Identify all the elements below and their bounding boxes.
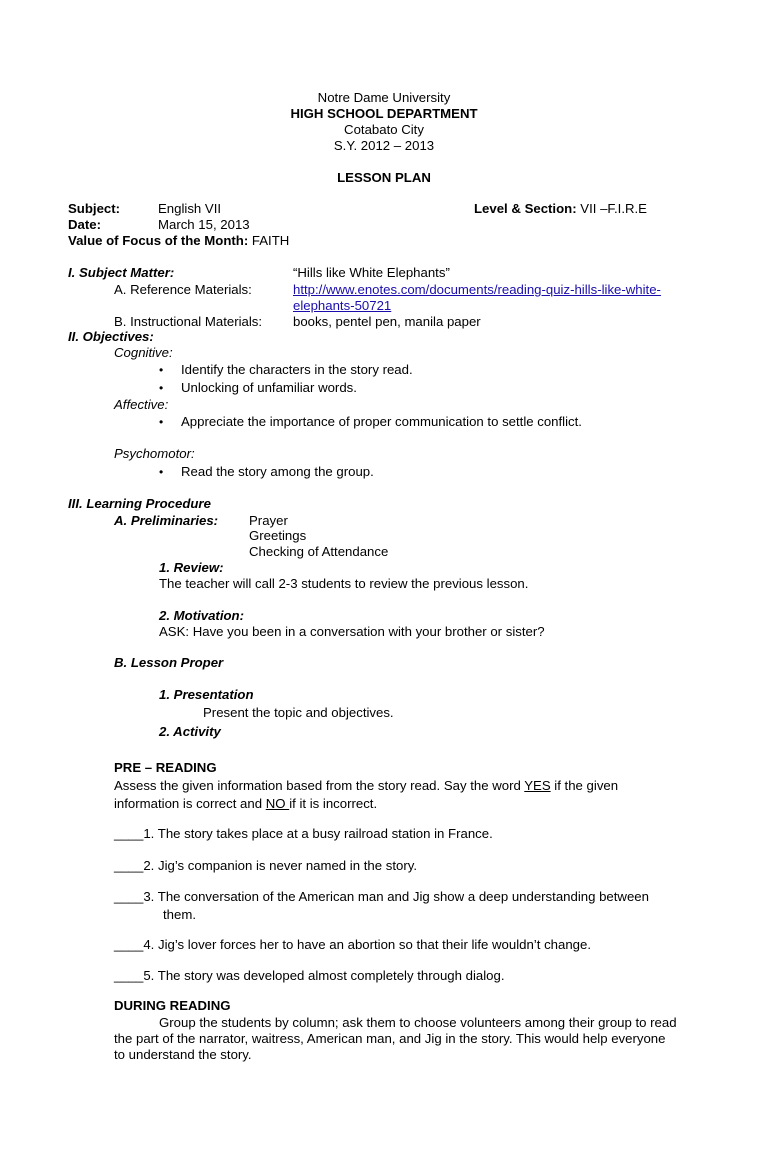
subject-matter-heading: I. Subject Matter: (68, 265, 175, 280)
motivation-text: ASK: Have you been in a conversation with your brother or sister? (159, 624, 545, 639)
pre-reading-instruction-cont (114, 796, 377, 812)
review-label: 1. Review: (159, 560, 224, 575)
psychomotor-item: Read the story among the group. (181, 464, 374, 479)
quiz-item: ____2. Jig’s companion is never named in the story. (114, 858, 417, 873)
motivation-label: 2. Motivation: (159, 608, 244, 623)
story-title: “Hills like White Elephants” (293, 265, 450, 280)
affective-label: Affective: (114, 397, 169, 412)
psychomotor-label: Psychomotor: (114, 446, 195, 461)
date-value: March 15, 2013 (158, 217, 250, 232)
doc-title: LESSON PLAN (337, 170, 431, 185)
level-label: Level & Section: (474, 201, 577, 216)
presentation-text: Present the topic and objectives. (203, 705, 394, 720)
preliminary-item: Prayer (249, 513, 288, 528)
bullet-icon: • (159, 465, 164, 479)
review-text: The teacher will call 2-3 students to review the previous lesson. (159, 576, 529, 591)
department-name: HIGH SCHOOL DEPARTMENT (290, 106, 478, 121)
quiz-item: ____3. The conversation of the American man and Jig show a deep understanding between (114, 889, 649, 904)
instruction-text: Assess the given information based from the story read. Say the word (114, 778, 525, 793)
reference-link-cont[interactable]: elephants-50721 (293, 298, 392, 313)
cognitive-item: Unlocking of unfamiliar words. (181, 380, 357, 395)
school-year: S.Y. 2012 – 2013 (333, 138, 435, 153)
quiz-item: ____4. Jig’s lover forces her to have an abortion so that their life wouldn’t change. (114, 937, 591, 952)
presentation-label: 1. Presentation (159, 687, 254, 702)
instructional-label: B. Instructional Materials: (114, 314, 263, 329)
cognitive-item: Identify the characters in the story read. (181, 362, 413, 377)
quiz-item: ____1. The story takes place at a busy railroad station in France. (114, 826, 493, 841)
preliminaries-label: A. Preliminaries: (114, 513, 219, 528)
subject-value: English VII (158, 201, 222, 216)
reference-link[interactable]: http://www.enotes.com/documents/reading-quiz-hills-like-white- (293, 282, 661, 297)
instruction-text: information is correct and (114, 796, 266, 811)
pre-reading-heading: PRE – READING (114, 760, 217, 775)
reference-label: A. Reference Materials: (114, 282, 252, 297)
university-name: Notre Dame University (317, 90, 451, 105)
quiz-item: ____5. The story was developed almost completely through dialog. (114, 968, 505, 983)
objectives-heading: II. Objectives: (68, 329, 154, 344)
date-label: Date: (68, 217, 101, 232)
during-reading-text: Group the students by column; ask them to choose volunteers among their group to read (159, 1015, 677, 1030)
bullet-icon: • (159, 415, 164, 429)
affective-item: Appreciate the importance of proper communication to settle conflict. (181, 414, 582, 429)
activity-label: 2. Activity (159, 724, 221, 739)
cognitive-label: Cognitive: (114, 345, 173, 360)
during-reading-text: the part of the narrator, waitress, American man, and Jig in the story. This would help everyone (114, 1031, 666, 1046)
bullet-icon: • (159, 381, 164, 395)
procedure-heading: III. Learning Procedure (68, 496, 211, 511)
preliminary-item: Checking of Attendance (249, 544, 389, 559)
city-name: Cotabato City (344, 122, 424, 137)
focus-of-month (68, 233, 289, 249)
instructional-value: books, pentel pen, manila paper (293, 314, 481, 329)
preliminary-item: Greetings (249, 528, 307, 543)
bullet-icon: • (159, 363, 164, 377)
level-section (474, 201, 647, 217)
instruction-text: if it is incorrect. (289, 796, 378, 811)
instruction-text: if the given (550, 778, 619, 793)
subject-label: Subject: (68, 201, 121, 216)
quiz-item-cont: them. (163, 907, 196, 922)
yes-keyword: YES (524, 778, 551, 793)
during-reading-heading: DURING READING (114, 998, 231, 1013)
focus-value: FAITH (251, 233, 290, 248)
during-reading-text: to understand the story. (114, 1047, 252, 1062)
no-keyword: NO (265, 796, 290, 811)
lesson-proper-label: B. Lesson Proper (114, 655, 224, 670)
pre-reading-instruction (114, 778, 618, 794)
level-value: VII –F.I.R.E (580, 201, 647, 216)
focus-label: Value of Focus of the Month: (68, 233, 249, 248)
